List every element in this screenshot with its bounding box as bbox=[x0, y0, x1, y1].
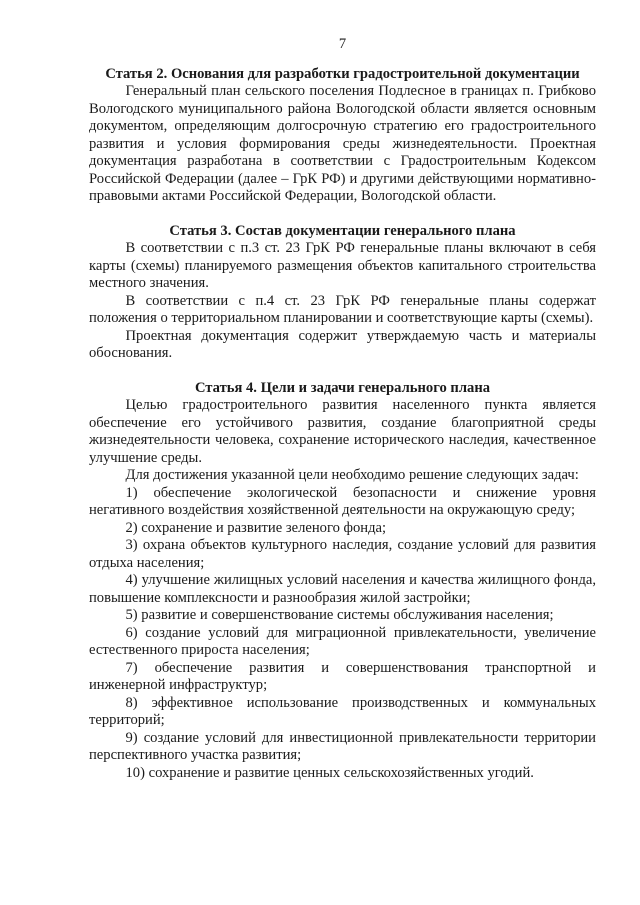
task-item-1: 1) обеспечение экологической безопасности и снижение уровня негативного воздействия хозяйственной деятельности на окружающую среду; bbox=[89, 484, 596, 518]
article-3-paragraph-3: Проектная документация содержит утверждаемую часть и материалы обоснования. bbox=[89, 327, 596, 361]
task-item-6: 6) создание условий для миграционной привлекательности, увеличение естественного прироста населения; bbox=[89, 624, 596, 658]
article-2-title: Статья 2. Основания для разработки градостроительной документации bbox=[105, 65, 580, 82]
section-gap bbox=[89, 206, 596, 223]
article-3 bbox=[89, 223, 596, 363]
task-item-8: 8) эффективное использование производственных и коммунальных территорий; bbox=[89, 694, 596, 728]
article-4-title: Статья 4. Цели и задачи генерального плана bbox=[194, 379, 491, 396]
article-3-title: Статья 3. Состав документации генерального плана bbox=[169, 222, 516, 239]
article-3-paragraph-1: В соответствии с п.3 ст. 23 ГрК РФ генеральные планы включают в себя карты (схемы) планируемого размещения объектов капитального строительства местного значения. bbox=[89, 240, 596, 291]
article-4 bbox=[89, 380, 596, 783]
task-item-7: 7) обеспечение развития и совершенствования транспортной и инженерной инфраструктур; bbox=[89, 659, 596, 693]
task-item-5: 5) развитие и совершенствование системы обслуживания населения; bbox=[125, 607, 554, 623]
article-4-paragraph-tasks-intro: Для достижения указанной цели необходимо решение следующих задач: bbox=[125, 467, 579, 483]
task-item-4: 4) улучшение жилищных условий населения и качества жилищного фонда, повышение комплексности и разнообразия жилой застройки; bbox=[89, 572, 596, 606]
task-item-10: 10) сохранение и развитие ценных сельскохозяйственных угодий. bbox=[125, 764, 534, 781]
article-3-paragraph-2: В соответствии с п.4 ст. 23 ГрК РФ генеральные планы содержат положения о территориальном планировании и соответствующие карты (схемы). bbox=[89, 292, 596, 326]
task-item-9: 9) создание условий для инвестиционной привлекательности территории перспективного участка развития; bbox=[89, 729, 596, 763]
article-2 bbox=[89, 66, 596, 206]
page-number: 7 bbox=[338, 36, 347, 52]
section-gap bbox=[89, 363, 596, 380]
task-item-2: 2) сохранение и развитие зеленого фонда; bbox=[125, 519, 387, 536]
task-item-3: 3) охрана объектов культурного наследия, создание условий для развития отдыха населения; bbox=[89, 537, 596, 571]
article-4-paragraph-goal: Целью градостроительного развития населенного пункта является обеспечение его устойчивого развития, создание благоприятной среды жизнедеятельности человека, сохранение исторического наследия, качественное улучшение среды. bbox=[89, 397, 596, 466]
article-2-paragraph-1: Генеральный план сельского поселения Подлесное в границах п. Грибково Вологодского муниципального района Вологодской области является основным документом, определяющим долгосрочную стратегию его градостроительного развития и условия формирования среды жизнедеятельности. Проектная документация разработана в соответствии с Градостроительным Кодексом Российской Федерации (далее – ГрК РФ) и другими действующими нормативно-правовыми актами Российской Федерации, Вологодской области. bbox=[89, 83, 596, 204]
